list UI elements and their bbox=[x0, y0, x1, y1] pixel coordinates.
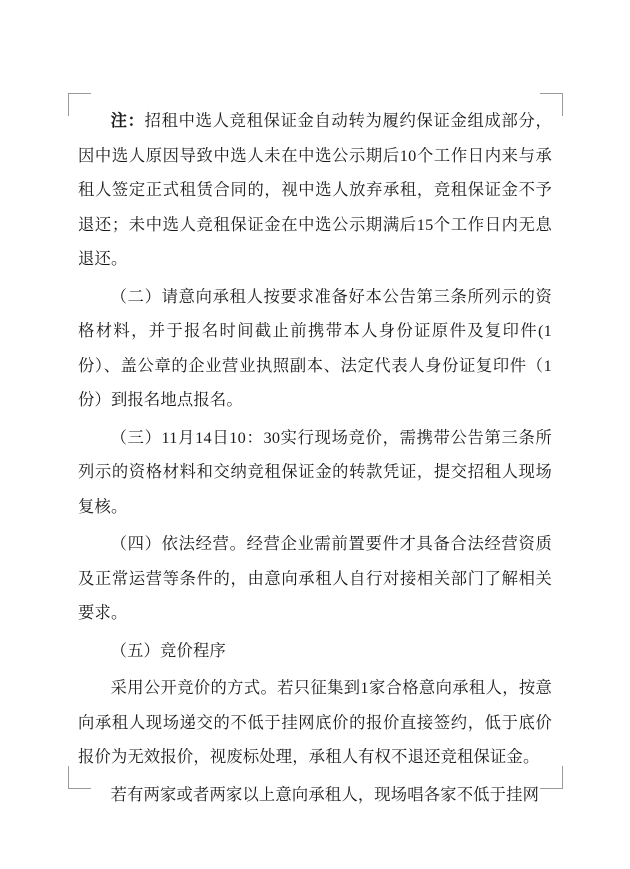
document-body bbox=[78, 104, 552, 812]
paragraph-item-5-body-2: 若有两家或者两家以上意向承租人，现场唱各家不低于挂网 bbox=[110, 784, 540, 804]
paragraph-item-3: （三）11月14日10：30实行现场竞价，需携带公告第三条所列示的资格材料和交纳竞租保证金的转款凭证，提交招租人现场复核。 bbox=[78, 427, 552, 516]
paragraph-item-5-heading: （五）竞价程序 bbox=[110, 640, 226, 660]
note-label: 注： bbox=[110, 111, 145, 130]
paragraph-item-5-body-1: 采用公开竞价的方式。若只征集到1家合格意向承租人，按意向承租人现场递交的不低于挂网底价的报价直接签约，低于底价报价为无效报价，视废标处理，承租人有权不退还竞租保证金。 bbox=[78, 678, 552, 766]
paragraph-text: 招租中选人竞租保证金自动转为履约保证金组成部分，因中选人原因导致中选人未在中选公示期后10个工作日内来与承租人签定正式租赁合同的，视中选人放弃承租，竞租保证金不予退还；未中选人竞租保证金在中选公示期满后15个工作日内无息退还。 bbox=[78, 111, 552, 268]
paragraph-item-4: （四）依法经营。经营企业需前置要件才具备合法经营资质及正常运营等条件的，由意向承租人自行对接相关部门了解相关要求。 bbox=[78, 534, 552, 622]
paragraph-item-2: （二）请意向承租人按要求准备好本公告第三条所列示的资格材料，并于报名时间截止前携带本人身份证原件及复印件(1份）、盖公章的企业营业执照副本、法定代表人身份证复印件（1份）到报名地点报名。 bbox=[78, 286, 552, 409]
paragraph-note bbox=[78, 104, 552, 277]
